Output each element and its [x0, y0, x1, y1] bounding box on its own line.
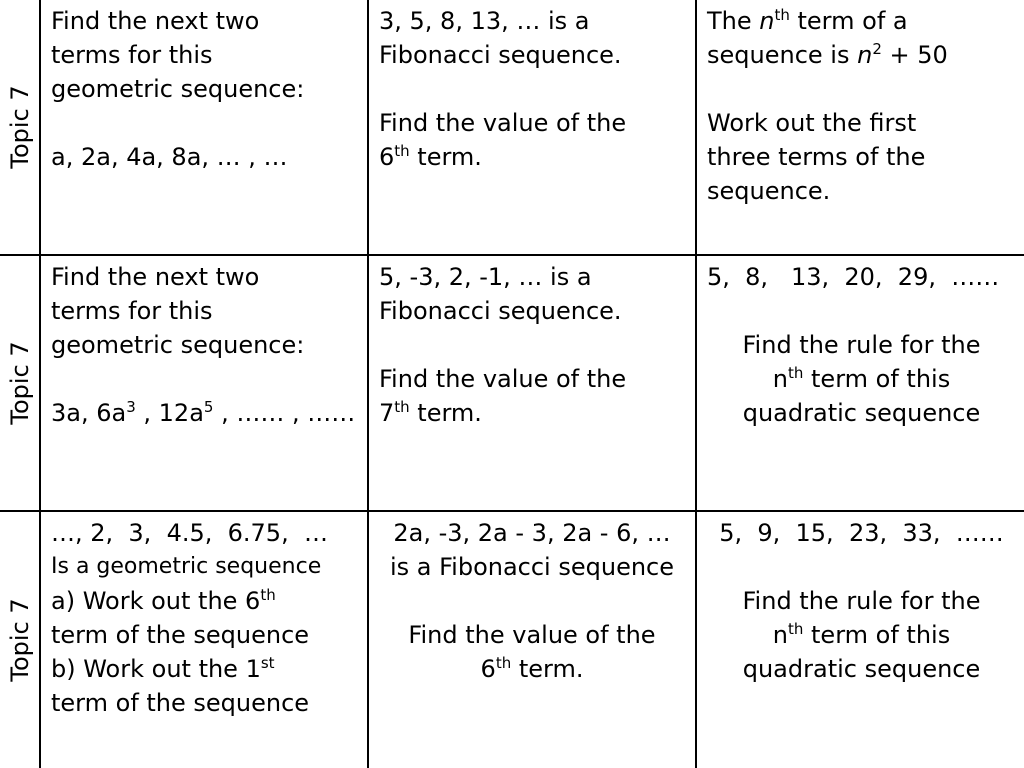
sequence-text: 2a, -3, 2a - 3, 2a - 6, …	[393, 519, 671, 547]
question-r1-c1	[41, 0, 369, 256]
question-text: 6th term.	[379, 142, 482, 171]
sequence-text: 5, -3, 2, -1, … is a	[379, 263, 592, 291]
question-text: Find the value of the	[379, 365, 627, 393]
topic-label-row-2	[0, 256, 41, 512]
question-text: geometric sequence:	[51, 75, 305, 103]
sequence-text: …, 2, 3, 4.5, 6.75, …	[51, 519, 328, 547]
question-text: Fibonacci sequence.	[379, 297, 622, 325]
question-text: Find the value of the	[408, 621, 656, 649]
question-text: terms for this	[51, 41, 213, 69]
topic-label-text: Topic 7	[5, 85, 34, 169]
question-text: term of the sequence	[51, 689, 310, 717]
question-r1-c2	[369, 0, 697, 256]
question-text: $n^{th}$ term of this	[772, 620, 951, 649]
question-text: 7th term.	[379, 398, 482, 427]
question-r2-c3	[697, 256, 1024, 512]
question-r3-c3	[697, 512, 1024, 768]
question-text: b) Work out the 1st	[51, 654, 275, 683]
question-text: Work out the first	[707, 109, 917, 137]
question-text: sequence.	[707, 177, 831, 205]
question-text: Find the rule for the	[742, 587, 981, 615]
sequence-text: 5, 9, 15, 23, 33, ……	[719, 519, 1004, 547]
question-text: Find the next two	[51, 263, 260, 291]
question-text: sequence is $n^2 + 50$	[707, 40, 948, 69]
topic-label-row-3	[0, 512, 41, 768]
question-text: $n^{th}$ term of this	[772, 364, 951, 393]
question-text: a) Work out the 6th	[51, 586, 276, 615]
sequence-text: a, 2a, 4a, 8a, … , …	[51, 143, 288, 171]
question-text: 6th term.	[480, 654, 584, 683]
question-text: quadratic sequence	[742, 655, 981, 683]
question-text: is a Fibonacci sequence	[389, 553, 675, 581]
question-r3-c2	[369, 512, 697, 768]
question-text: quadratic sequence	[742, 399, 981, 427]
sequence-text: 3, 5, 8, 13, … is a	[379, 7, 590, 35]
topic-label-text: Topic 7	[5, 341, 34, 425]
question-text: The $n^{th}$ term of a	[707, 6, 908, 35]
topic-label-row-1	[0, 0, 41, 256]
question-r3-c1	[41, 512, 369, 768]
question-text: three terms of the	[707, 143, 926, 171]
question-text: geometric sequence:	[51, 331, 305, 359]
question-r2-c1	[41, 256, 369, 512]
question-text: Find the rule for the	[742, 331, 981, 359]
question-text: Find the next two	[51, 7, 260, 35]
question-text: term of the sequence	[51, 621, 310, 649]
question-text: terms for this	[51, 297, 213, 325]
question-text: Is a geometric sequence	[51, 554, 322, 579]
question-text: Fibonacci sequence.	[379, 41, 622, 69]
question-text: Find the value of the	[379, 109, 627, 137]
question-r2-c2	[369, 256, 697, 512]
topic-label-text: Topic 7	[5, 598, 34, 682]
question-r1-c3	[697, 0, 1024, 256]
sequence-text: 3a, $6a^3$ , $12a^5$ , …… , ……	[51, 398, 356, 427]
sequence-text: 5, 8, 13, 20, 29, ……	[707, 263, 1000, 291]
